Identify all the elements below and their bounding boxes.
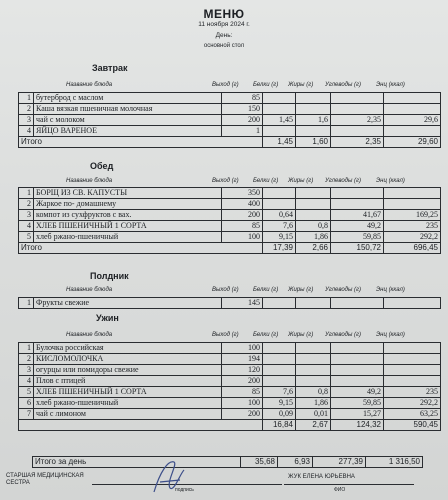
meal-total-label: Итого (19, 137, 263, 148)
dish-energy: 235 (384, 387, 441, 398)
dish-fat (296, 298, 331, 309)
col-fat: Жиры (г) (288, 82, 314, 88)
meal-total-e: 29,60 (384, 137, 441, 148)
meal-total-label (19, 420, 263, 431)
dish-name: Булочка российская (34, 343, 222, 354)
dish-fat (296, 188, 331, 199)
dish-name: хлеб ржано-пшеничный (34, 398, 222, 409)
dish-row (19, 232, 441, 243)
meal-total-row (19, 243, 441, 254)
col-output: Выход (г) (212, 178, 239, 184)
meal-title-dinner: Ужин (96, 313, 119, 323)
dish-protein (263, 365, 296, 376)
col-name: Название блюда (66, 82, 113, 88)
dish-number: 3 (19, 115, 34, 126)
dish-energy: 292,2 (384, 232, 441, 243)
dish-carbs (331, 104, 384, 115)
meal-title-snack: Полдник (90, 271, 129, 281)
dish-protein (263, 104, 296, 115)
dish-protein: 7,6 (263, 221, 296, 232)
dish-number: 3 (19, 365, 34, 376)
dish-name: ХЛЕБ ПШЕНИЧНЫЙ 1 СОРТА (34, 387, 222, 398)
signature-label: подпись (175, 487, 194, 493)
dish-carbs: 49,2 (331, 387, 384, 398)
day-total-protein: 35,68 (241, 457, 278, 468)
col-carbs: Углеводы (г) (325, 82, 362, 88)
dish-energy: 63,25 (384, 409, 441, 420)
dish-row (19, 221, 441, 232)
dish-protein: 7,6 (263, 387, 296, 398)
dish-number: 2 (19, 354, 34, 365)
day-total-row (33, 457, 423, 468)
lunch-table (18, 187, 441, 254)
dish-row (19, 93, 441, 104)
col-name: Название блюда (66, 178, 113, 184)
col-protein: Белки (г) (253, 287, 279, 293)
dish-output: 145 (222, 298, 263, 309)
dish-name: хлеб ржано-пшеничный (34, 232, 222, 243)
col-fat: Жиры (г) (288, 287, 314, 293)
dish-energy (384, 354, 441, 365)
dish-row (19, 199, 441, 210)
dish-name: ХЛЕБ ПШЕНИЧНЫЙ 1 СОРТА (34, 221, 222, 232)
dish-fat (296, 354, 331, 365)
dish-carbs: 59,85 (331, 398, 384, 409)
dish-row (19, 365, 441, 376)
signer-position: СТАРШАЯ МЕДИЦИНСКАЯ СЕСТРА (6, 473, 84, 486)
dish-name: чай с молоком (34, 115, 222, 126)
meal-total-e: 590,45 (384, 420, 441, 431)
dish-number: 1 (19, 298, 34, 309)
col-protein: Белки (г) (253, 82, 279, 88)
col-protein: Белки (г) (253, 178, 279, 184)
dish-number: 5 (19, 232, 34, 243)
dish-carbs (331, 365, 384, 376)
dish-energy (384, 199, 441, 210)
day-total-carbs: 277,39 (313, 457, 366, 468)
dish-fat: 1,86 (296, 398, 331, 409)
dish-fat (296, 93, 331, 104)
dish-number: 4 (19, 126, 34, 137)
dish-energy (384, 188, 441, 199)
dish-row (19, 298, 441, 309)
dish-fat: 1,6 (296, 115, 331, 126)
dish-row (19, 343, 441, 354)
dish-protein (263, 126, 296, 137)
dish-fat (296, 199, 331, 210)
dish-row (19, 104, 441, 115)
dish-fat (296, 343, 331, 354)
dish-name: бутерброд с маслом (34, 93, 222, 104)
dish-protein (263, 93, 296, 104)
dish-protein: 9,15 (263, 398, 296, 409)
dish-fat: 0,8 (296, 387, 331, 398)
day-total-label: Итого за день (33, 457, 241, 468)
col-carbs: Углеводы (г) (325, 332, 362, 338)
meal-total-row (19, 420, 441, 431)
meal-total-c: 150,72 (331, 243, 384, 254)
dish-number: 7 (19, 409, 34, 420)
dish-carbs (331, 376, 384, 387)
dish-fat: 0,01 (296, 409, 331, 420)
dish-output: 350 (222, 188, 263, 199)
dish-output: 85 (222, 387, 263, 398)
dish-row (19, 115, 441, 126)
col-output: Выход (г) (212, 332, 239, 338)
dish-carbs: 59,85 (331, 232, 384, 243)
dish-energy: 29,6 (384, 115, 441, 126)
dish-output: 85 (222, 93, 263, 104)
dish-output: 200 (222, 376, 263, 387)
dish-output: 100 (222, 232, 263, 243)
meal-total-label: Итого (19, 243, 263, 254)
breakfast-table (18, 92, 441, 148)
dish-name: БОРЩ ИЗ СВ. КАПУСТЫ (34, 188, 222, 199)
dish-energy (384, 376, 441, 387)
col-fat: Жиры (г) (288, 178, 314, 184)
col-fat: Жиры (г) (288, 332, 314, 338)
dish-fat: 1,86 (296, 232, 331, 243)
dish-energy: 235 (384, 221, 441, 232)
dish-output: 400 (222, 199, 263, 210)
dish-name: КИСЛОМОЛОЧКА (34, 354, 222, 365)
dish-name: компот из сухфруктов с вах. (34, 210, 222, 221)
meal-total-f: 2,66 (296, 243, 331, 254)
meal-title-breakfast: Завтрак (92, 63, 128, 73)
dish-protein: 0,64 (263, 210, 296, 221)
dish-row (19, 354, 441, 365)
meal-total-c: 2,35 (331, 137, 384, 148)
dish-carbs (331, 298, 384, 309)
menu-day: День: (215, 32, 233, 39)
meal-total-f: 2,67 (296, 420, 331, 431)
dish-output: 200 (222, 115, 263, 126)
dish-fat: 0,8 (296, 221, 331, 232)
dish-fat (296, 126, 331, 137)
dish-number: 1 (19, 188, 34, 199)
dish-number: 4 (19, 221, 34, 232)
meal-total-row (19, 137, 441, 148)
dish-name: ЯЙЦО ВАРЕНОЕ (34, 126, 222, 137)
col-carbs: Углеводы (г) (325, 287, 362, 293)
dish-row (19, 126, 441, 137)
dish-fat (296, 365, 331, 376)
dish-energy (384, 365, 441, 376)
day-total-table (32, 456, 423, 468)
menu-diet: основной стол (203, 43, 245, 49)
dish-protein (263, 188, 296, 199)
dish-name: Плов с птицей (34, 376, 222, 387)
dish-energy (384, 93, 441, 104)
dish-protein (263, 199, 296, 210)
dish-output: 200 (222, 210, 263, 221)
dish-energy: 292,2 (384, 398, 441, 409)
dish-number: 3 (19, 210, 34, 221)
meal-total-p: 17,39 (263, 243, 296, 254)
meal-total-f: 1,60 (296, 137, 331, 148)
dish-output: 194 (222, 354, 263, 365)
meal-total-e: 696,45 (384, 243, 441, 254)
dish-carbs: 41,67 (331, 210, 384, 221)
dish-carbs (331, 343, 384, 354)
dish-output: 120 (222, 365, 263, 376)
dish-fat (296, 376, 331, 387)
dish-name: огурцы или помидоры свежие (34, 365, 222, 376)
dish-fat (296, 210, 331, 221)
dish-number: 1 (19, 93, 34, 104)
dish-row (19, 398, 441, 409)
dish-energy (384, 126, 441, 137)
dish-carbs: 49,2 (331, 221, 384, 232)
dish-number: 6 (19, 398, 34, 409)
dish-number: 2 (19, 199, 34, 210)
menu-date: 11 ноября 2024 г. (198, 21, 250, 28)
day-total-fat: 6,93 (278, 457, 313, 468)
dish-output: 1 (222, 126, 263, 137)
dish-row (19, 409, 441, 420)
signer-name: ЖУК ЕЛЕНА ЮРЬЕВНА (288, 474, 355, 480)
dish-number: 2 (19, 104, 34, 115)
col-carbs: Углеводы (г) (325, 178, 362, 184)
dish-carbs (331, 188, 384, 199)
meal-total-p: 1,45 (263, 137, 296, 148)
page-title: МЕНЮ (203, 7, 245, 21)
dish-protein (263, 343, 296, 354)
dish-energy (384, 298, 441, 309)
dish-carbs (331, 199, 384, 210)
dish-carbs (331, 93, 384, 104)
dish-protein (263, 298, 296, 309)
col-energy: Энц (ккал) (376, 178, 405, 184)
dish-row (19, 188, 441, 199)
col-name: Название блюда (66, 287, 113, 293)
dish-output: 85 (222, 221, 263, 232)
dish-protein (263, 354, 296, 365)
dish-number: 5 (19, 387, 34, 398)
dish-carbs: 15,27 (331, 409, 384, 420)
col-energy: Энц (ккал) (376, 287, 405, 293)
dish-output: 150 (222, 104, 263, 115)
dish-output: 100 (222, 343, 263, 354)
dish-output: 100 (222, 398, 263, 409)
dish-number: 1 (19, 343, 34, 354)
dish-row (19, 387, 441, 398)
meal-total-c: 124,32 (331, 420, 384, 431)
dinner-table (18, 342, 441, 431)
dish-name: чай с лимоном (34, 409, 222, 420)
dish-name: Каша вязкая пшеничная молочная (34, 104, 222, 115)
col-energy: Энц (ккал) (376, 332, 405, 338)
dish-carbs: 2,35 (331, 115, 384, 126)
fio-label: ФИО (334, 487, 346, 493)
dish-energy: 169,25 (384, 210, 441, 221)
col-output: Выход (г) (212, 287, 239, 293)
dish-number: 4 (19, 376, 34, 387)
dish-energy (384, 104, 441, 115)
snack-table (18, 297, 441, 309)
col-protein: Белки (г) (253, 332, 279, 338)
dish-row (19, 210, 441, 221)
dish-fat (296, 104, 331, 115)
col-energy: Энц (ккал) (376, 82, 405, 88)
dish-protein (263, 376, 296, 387)
meal-total-p: 16,84 (263, 420, 296, 431)
dish-protein: 1,45 (263, 115, 296, 126)
name-line (284, 484, 414, 485)
meal-title-lunch: Обед (90, 161, 114, 171)
dish-output: 200 (222, 409, 263, 420)
col-output: Выход (г) (212, 82, 239, 88)
dish-name: Фрукты свежие (34, 298, 222, 309)
dish-protein: 9,15 (263, 232, 296, 243)
dish-energy (384, 343, 441, 354)
col-name: Название блюда (66, 332, 113, 338)
day-total-energy: 1 316,50 (366, 457, 423, 468)
dish-name: Жаркое по- домашнему (34, 199, 222, 210)
dish-carbs (331, 126, 384, 137)
dish-protein: 0,09 (263, 409, 296, 420)
dish-row (19, 376, 441, 387)
dish-carbs (331, 354, 384, 365)
